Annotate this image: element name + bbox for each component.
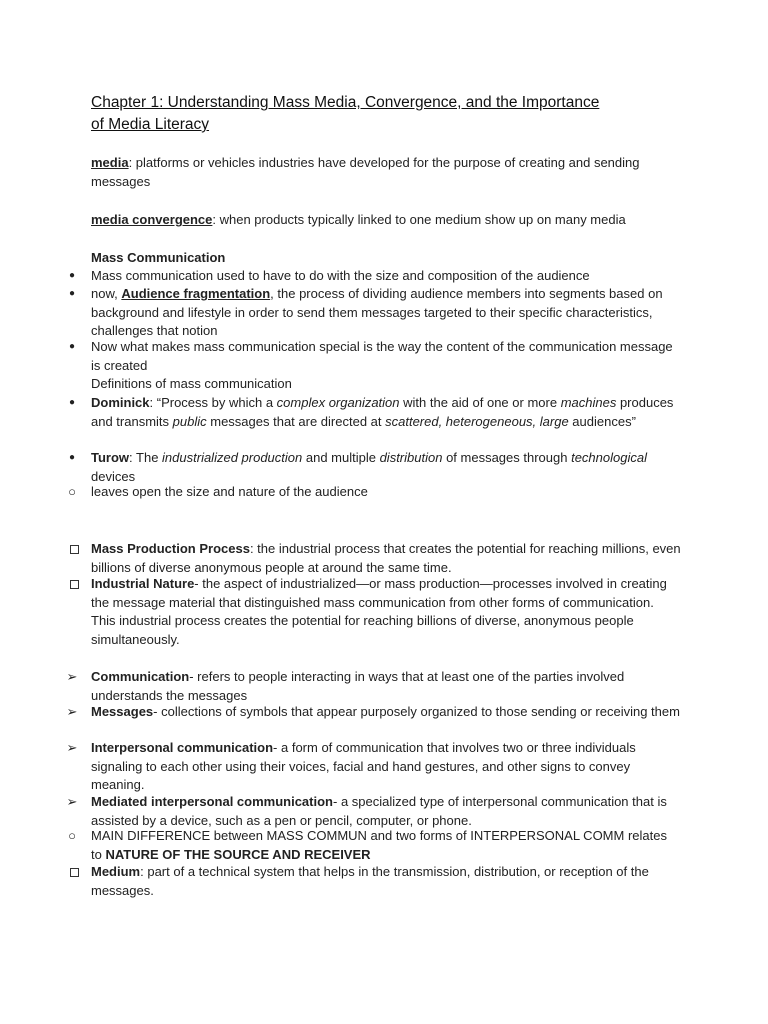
list-item: Mass communication used to have to do with the size and composition of the audience xyxy=(91,268,590,283)
interpersonal-communication-item xyxy=(91,739,681,795)
definitions-of-mass-communication: Definitions of mass communication xyxy=(91,376,292,391)
list-item-text: Now what makes mass communication special is the way the content of the communication message is created xyxy=(91,339,673,373)
audience-fragmentation-term: Audience fragmentation xyxy=(121,286,271,301)
interpersonal-communication-term: Interpersonal communication xyxy=(91,740,274,755)
mass-production-process-item xyxy=(91,540,681,577)
checkbox-icon xyxy=(66,863,82,882)
media-convergence-text: : when products typically linked to one medium show up on many media xyxy=(212,212,626,227)
checkbox-icon xyxy=(66,540,82,559)
list-item xyxy=(91,338,681,394)
circle-bullet-icon: ○ xyxy=(68,828,76,843)
turow-emphasis: industrialized production xyxy=(162,450,303,465)
dominick-name: Dominick xyxy=(91,395,150,410)
bullet-icon: ● xyxy=(68,452,76,463)
medium-term: Medium xyxy=(91,864,141,879)
messages-term: Messages xyxy=(91,704,154,719)
dominick-text: : “Process by which a xyxy=(149,395,277,410)
messages-item xyxy=(91,703,681,722)
turow-text: and multiple xyxy=(302,450,380,465)
circle-bullet-icon: ○ xyxy=(68,484,76,499)
media-convergence-definition xyxy=(91,211,691,230)
mass-production-process-term: Mass Production Process xyxy=(91,541,250,556)
bullet-icon: ● xyxy=(68,288,76,299)
media-term: media xyxy=(91,155,129,170)
arrow-bullet-icon: ➢ xyxy=(66,740,78,755)
dominick-text: messages that are directed at xyxy=(206,413,386,429)
bullet-icon: ● xyxy=(68,341,76,352)
audience-fragmentation-prefix: now, xyxy=(91,286,122,301)
medium-item xyxy=(91,863,681,900)
main-difference-text: MAIN DIFFERENCE between MASS COMMUN and two forms of INTERPERSONAL COMM relates to xyxy=(91,828,667,862)
arrow-bullet-icon: ➢ xyxy=(66,794,78,809)
bullet-icon: ● xyxy=(68,397,76,408)
mass-communication-heading: Mass Communication xyxy=(91,250,226,265)
media-definition xyxy=(91,154,691,191)
turow-text: : The xyxy=(129,450,163,465)
main-difference-item xyxy=(91,827,681,864)
industrial-nature-term: Industrial Nature xyxy=(91,576,195,591)
communication-text: - refers to people interacting in ways that at least one of the parties involved understands the messages xyxy=(91,669,625,703)
mediated-interpersonal-communication-term: Mediated interpersonal communication xyxy=(91,794,333,809)
dominick-emphasis: machines xyxy=(560,395,617,410)
main-difference-emphasis: NATURE OF THE SOURCE AND RECEIVER xyxy=(105,846,371,862)
media-definition-text: : platforms or vehicles industries have developed for the purpose of creating and sending messages xyxy=(91,155,640,189)
mediated-interpersonal-communication-item xyxy=(91,793,681,830)
chapter-title-line-1: Chapter 1: Understanding Mass Media, Convergence, and the Importance xyxy=(91,94,600,111)
list-item xyxy=(91,285,681,341)
interpersonal-communication-text: - a form of communication that involves two or three individuals signaling to each other using their voices, facial and hand gestures, and other signs to convey meaning. xyxy=(91,740,636,792)
communication-term: Communication xyxy=(91,669,190,684)
arrow-bullet-icon: ➢ xyxy=(66,704,78,719)
communication-item xyxy=(91,668,681,705)
dominick-text: with the aid of one or more xyxy=(399,395,561,410)
audience-fragmentation-text: , the process of dividing audience members into segments based on background and lifestyle in order to send them messages targeted to their specific characteristics, challenges that notion xyxy=(91,286,663,338)
chapter-title-line-2: of Media Literacy xyxy=(91,116,210,133)
media-convergence-term: media convergence xyxy=(91,212,213,227)
turow-emphasis: distribution xyxy=(379,450,443,465)
industrial-nature-text: - the aspect of industrialized—or mass production—processes involved in creating the message material that distinguished mass communication from other forms of communication. This industrial process creates the potential for reaching billions of diverse, anonymous people simultaneously. xyxy=(91,576,667,647)
turow-definition xyxy=(91,449,681,486)
dominick-text: produces and transmits xyxy=(91,395,674,429)
turow-emphasis: technological xyxy=(571,450,647,465)
list-item: leaves open the size and nature of the audience xyxy=(91,484,368,499)
mediated-interpersonal-communication-text: - a specialized type of interpersonal communication that is assisted by a device, such as a pen or pencil, computer, or phone. xyxy=(91,794,667,828)
turow-text: of messages through xyxy=(442,450,572,465)
dominick-text: audiences” xyxy=(568,413,636,429)
chapter-title xyxy=(91,92,691,136)
messages-text: - collections of symbols that appear purposely organized to those sending or receiving them xyxy=(153,704,680,719)
dominick-definition xyxy=(91,394,681,431)
turow-text: devices xyxy=(91,468,136,484)
industrial-nature-item xyxy=(91,575,681,649)
dominick-emphasis: complex organization xyxy=(276,395,400,410)
bullet-icon: ● xyxy=(68,270,76,281)
arrow-bullet-icon: ➢ xyxy=(66,669,78,684)
dominick-emphasis: public xyxy=(172,413,207,429)
dominick-emphasis: scattered, heterogeneous, large xyxy=(385,413,569,429)
medium-text: : part of a technical system that helps in the transmission, distribution, or reception of the messages. xyxy=(91,864,649,898)
checkbox-icon xyxy=(66,575,82,594)
turow-name: Turow xyxy=(91,450,130,465)
mass-production-process-text: : the industrial process that creates the potential for reaching millions, even billions of diverse anonymous people at around the same time. xyxy=(91,541,681,575)
